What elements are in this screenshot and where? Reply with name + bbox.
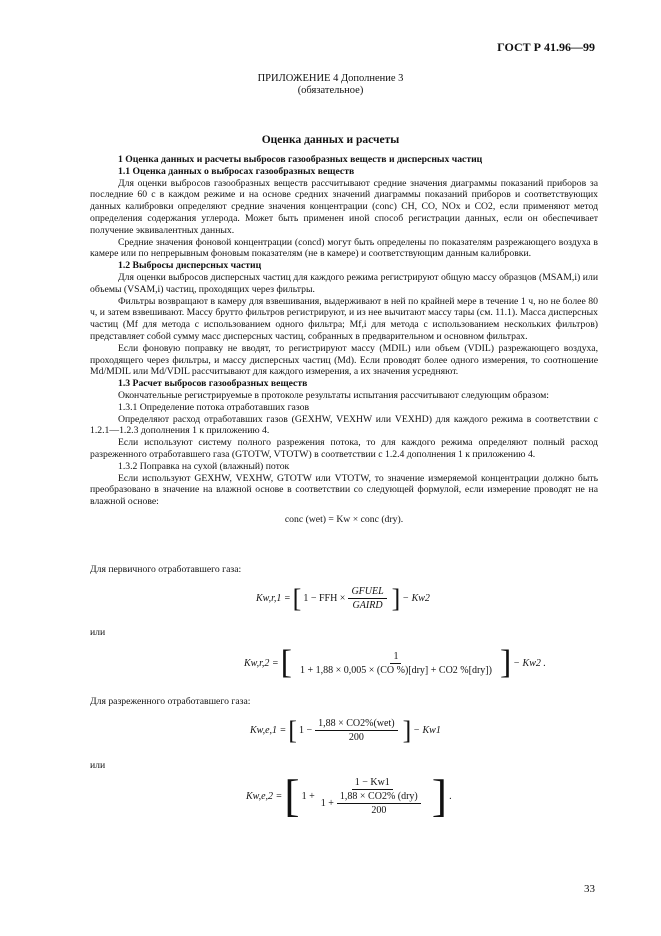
appendix-line2: (обязательное) bbox=[297, 85, 364, 96]
bracket-right: ] bbox=[402, 715, 412, 745]
formula-kwe1 bbox=[250, 715, 441, 745]
appendix-heading bbox=[0, 73, 661, 97]
fraction bbox=[318, 777, 427, 816]
f4-denominator bbox=[318, 790, 427, 816]
paragraph: Если используют систему полного разрежения потока, то для каждого режима определяют полный расход разреженного отработавшего газа (GTOTW, VTOTW) в соответствии с 1.2.4 дополнения 1 к приложению 4. bbox=[90, 437, 598, 460]
bracket-left: [ bbox=[292, 583, 302, 613]
paragraph: Если фоновую поправку не вводят, то регистрируют массу (MDIL) или объем (VDIL) разрежающего воздуха, проходящего через фильтры, и массу дисперсных частиц (Md). Если проводят более одного измерения, то соотношение Md/MDIL или Md/VDIL рассчитывают для каждого измерения, а их значения усредняют. bbox=[90, 342, 598, 378]
body-text bbox=[90, 154, 598, 532]
bracket-right: ] bbox=[499, 644, 512, 681]
f1-denominator: GAIRD bbox=[352, 600, 383, 611]
fraction bbox=[315, 718, 397, 743]
heading-1-3: 1.3 Расчет выбросов газообразных веществ bbox=[118, 378, 308, 390]
page-number: 33 bbox=[584, 883, 595, 895]
fraction bbox=[348, 586, 386, 611]
paragraph: Для оценки выбросов газообразных веществ рассчитывают средние значения диаграммы показаний приборов за последние 60 с в каждом режиме и на основе средних значений диаграммы показаний приборов и соответствующих данных калибровки определяют средние значения концентрации (conc) CH, CO, NOx и CO2, если применяют метод определения содержания углерода. Может быть применен иной способ регистрации данных, если он обеспечивает получение эквивалентных данных. bbox=[90, 177, 598, 236]
fraction bbox=[297, 651, 495, 676]
f3-numerator: 1,88 × CO2%(wet) bbox=[315, 718, 397, 731]
doc-code: ГОСТ Р 41.96—99 bbox=[497, 40, 595, 54]
f4-tail: . bbox=[449, 790, 452, 802]
f4-body: 1 + bbox=[301, 790, 315, 802]
formula-kwe2 bbox=[246, 770, 452, 821]
f3-tail: − Kw1 bbox=[413, 725, 441, 736]
paragraph: 1.3.2 Поправка на сухой (влажный) поток bbox=[118, 460, 290, 472]
paragraph: Определяют расход отработавших газов (GEXHW, VEXHW или VEXHD) для каждого режима в соответствии с 1.2.1—1.2.3 дополнения 1 к приложению 4. bbox=[90, 413, 598, 437]
formula-kwr2 bbox=[244, 644, 546, 681]
f2-lhs: Kw,r,2 = bbox=[244, 657, 279, 669]
label-or-2: или bbox=[90, 760, 106, 771]
f4-den-denominator: 200 bbox=[371, 804, 387, 816]
bracket-right: ] bbox=[391, 583, 401, 613]
label-raw-gas: Для первичного отработавшего газа: bbox=[90, 564, 242, 575]
bracket-left: [ bbox=[280, 644, 292, 681]
f2-denominator: 1 + 1,88 × 0,005 × (CO %)[dry] + CO2 %[dry]) bbox=[299, 664, 492, 676]
f3-lhs: Kw,e,1 = bbox=[250, 725, 287, 736]
f2-numerator: 1 bbox=[390, 651, 401, 664]
f4-den-pre: 1 + bbox=[320, 797, 334, 809]
bracket-right: ] bbox=[431, 770, 448, 821]
formula-kwr1 bbox=[256, 583, 430, 613]
bracket-left: [ bbox=[288, 715, 297, 745]
heading-1: 1 Оценка данных и расчеты выбросов газообразных веществ и дисперсных частиц bbox=[118, 154, 483, 165]
nested-fraction bbox=[337, 791, 421, 816]
paragraph: Окончательные регистрируемые в протоколе результаты испытания рассчитывают следующим образом: bbox=[118, 389, 549, 401]
heading-1-2: 1.2 Выбросы дисперсных частиц bbox=[118, 260, 262, 272]
f2-tail: − Kw2 . bbox=[513, 657, 546, 669]
f4-den-numerator: 1,88 × CO2% (dry) bbox=[337, 791, 421, 804]
f3-body: 1 − bbox=[298, 725, 313, 736]
heading-1-1: 1.1 Оценка данных о выбросах газообразных веществ bbox=[118, 165, 355, 177]
paragraph: Если используют GEXHW, VEXHW, GTOTW или VTOTW, то значение измеряемой концентрации должно быть преобразовано в значение на влажной основе в соответствии со следующей формулой, если измерение проводят не на влажной основе: bbox=[90, 472, 598, 508]
bracket-left: [ bbox=[284, 770, 300, 821]
appendix-line1: ПРИЛОЖЕНИЕ 4 Дополнение 3 bbox=[257, 73, 404, 84]
f4-lhs: Kw,e,2 = bbox=[246, 790, 283, 802]
label-or-1: или bbox=[90, 627, 106, 638]
section-title: Оценка данных и расчеты bbox=[261, 134, 400, 146]
paragraph: Средние значения фоновой концентрации (concd) могут быть определены по показателям разрежающего воздуха в камере или по непрерывным фоновым показателям (не в камере) и соответствующим данным калибровки. bbox=[90, 236, 598, 260]
f1-numerator: GFUEL bbox=[348, 586, 386, 599]
paragraph: 1.3.1 Определение потока отработавших газов bbox=[118, 401, 310, 413]
f4-numerator: 1 − Kw1 bbox=[352, 777, 393, 790]
f3-denominator: 200 bbox=[348, 732, 364, 743]
paragraph: Фильтры возвращают в камеру для взвешивания, выдерживают в ней по крайней мере в течение 1 ч, но не более 80 ч, и затем взвешивают. Массу брутто фильтров регистрируют, и из нее вычитают массу тары (см. 11.1). Масса дисперсных частиц (Mf для метода с использованием одного фильтра; Mf,i для метода с использованием нескольких фильтров) представляет собой сумму масс дисперсных частиц, собранных в предварительном и основном фильтрах. bbox=[90, 295, 598, 342]
f1-lhs: Kw,r,1 = bbox=[256, 593, 291, 604]
formula-conc: conc (wet) = Kw × conc (dry). bbox=[284, 513, 404, 525]
paragraph: Для оценки выбросов дисперсных частиц для каждого режима регистрируют общую массу образцов (MSAM,i) или объемы (VSAM,i) частиц, проходящих через фильтры. bbox=[90, 271, 598, 295]
f1-tail: − Kw2 bbox=[402, 593, 430, 604]
f1-body: 1 − FFH × bbox=[303, 593, 346, 604]
label-diluted-gas: Для разреженного отработавшего газа: bbox=[90, 696, 251, 707]
